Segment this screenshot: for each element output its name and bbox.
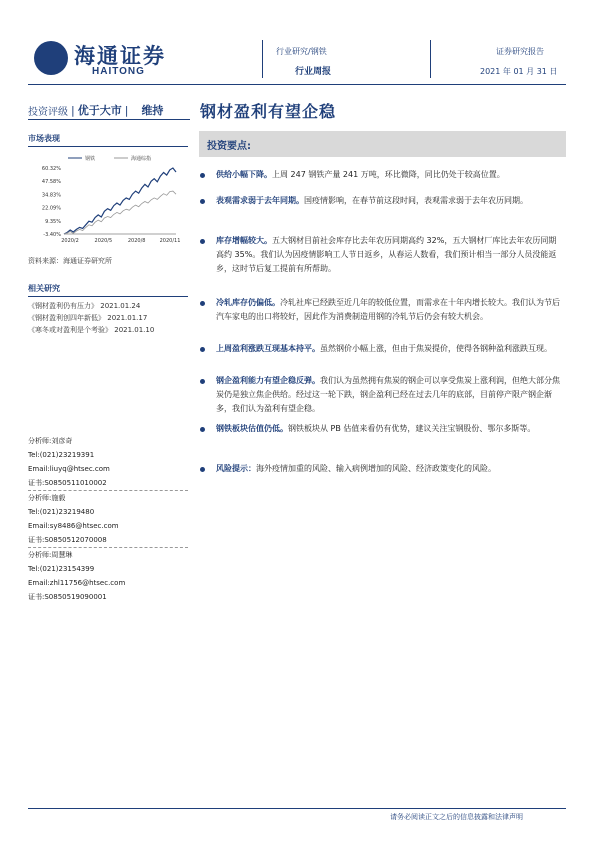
invest-header [199,131,566,157]
analyst-name: 分析师:周慧琳 [28,551,73,559]
y-tick-label: 60.32% [41,166,61,172]
logo-text-cn: 海通证券 [74,43,166,68]
y-tick-label: 9.35% [45,218,61,225]
rating-bar: 投资评级 | 优于大市 | 维持 [28,101,190,120]
analyst-email[interactable]: Email:sy8486@htsec.com [28,522,119,530]
y-tick-label: 22.09% [41,205,61,212]
related-title: 相关研究 [28,284,60,293]
analyst-tel: Tel:(021)23219480 [28,508,95,516]
footer-disclaimer[interactable]: 请务必阅读正文之后的信息披露和法律声明 [390,813,523,821]
analyst-tel: Tel:(021)23154399 [28,565,95,573]
analyst-name: 分析师:刘彦奇 [28,437,73,445]
market-title: 市场表现 [28,134,60,143]
y-tick-label: 34.83% [41,192,61,199]
y-tick-label: 47.58% [41,179,61,186]
invest-bullet: 上周盈利涨跌互现基本持平。虽然钢价小幅上涨，但由于焦炭提价，使得各钢种盈利涨跌互现。 [200,342,562,356]
rating-label: 投资评级 [28,106,68,118]
header-divider [262,40,263,78]
analyst-cert: 证书:S0850511010002 [28,479,107,487]
footer-rule [28,808,566,809]
bullet-icon [200,239,205,244]
legend-label: 海通综指 [131,156,152,162]
report-label: 证券研究报告 [496,47,544,56]
bullet-icon [200,173,205,178]
analyst-cert: 证书:S0850519090001 [28,593,107,601]
analyst-tel: Tel:(021)23219391 [28,451,95,459]
invest-bullet: 供给小幅下降。上周 247 钢铁产量 241 万吨，环比微降，同比仍处于较高位置。 [200,168,562,182]
x-tick-label: 2020/5 [94,238,113,244]
bullet-icon [200,199,205,204]
report-type: 行业周报 [295,67,332,77]
invest-title: 投资要点: [207,141,251,152]
analyst-email[interactable]: Email:liuyq@htsec.com [28,465,110,473]
market-chart [28,150,188,250]
invest-bullet: 库存增幅较大。五大钢材目前社会库存比去年农历同期高约 32%，五大钢材厂库比去年农历同期高约 35%。我们认为因疫情影响工人节日返乡，从春运人数看，我们预计相当一部分人员没能返乡，这时节后复工提前有所帮助。 [200,234,562,276]
series-line-0 [64,168,176,234]
legend-label: 钢铁 [85,156,96,162]
chart-source: 资料来源：海通证券研究所 [28,257,112,265]
report-date: 2021 年 01 月 31 日 [480,67,558,76]
header-divider [430,40,431,78]
analyst-name: 分析师:施毅 [28,494,66,502]
bullet-icon [200,301,205,306]
rating-status: 维持 [141,104,164,117]
bullet-icon [200,427,205,432]
analyst-block [28,434,188,604]
x-tick-label: 2020/11 [159,238,181,244]
header-rule [28,84,566,85]
bullet-icon [200,347,205,352]
analyst-cert: 证书:S0850512070008 [28,536,107,544]
section-rule [28,146,188,147]
y-tick-label: -3.40% [43,232,61,238]
invest-bullet: 表观需求弱于去年同期。国疫情影响，在春节前这段时间，表观需求弱于去年农历同期。 [200,194,562,208]
analyst-email[interactable]: Email:zhl11756@htsec.com [28,579,126,587]
logo-icon [34,41,68,75]
related-item[interactable]: 《寒冬或对盈利是个考验》 2021.01.10 [28,326,155,334]
x-tick-label: 2020/2 [61,238,79,244]
related-item[interactable]: 《钢材盈利仍有压力》 2021.01.24 [28,302,141,310]
logo-text-en: HAITONG [92,66,145,77]
invest-bullet: 钢铁板块估值仍低。钢铁板块从 PB 估值来看仍有优势，建议关注宝钢股份、鄂尔多斯等。 [200,422,562,436]
rating-value: 优于大市 [77,104,122,117]
page-title: 钢材盈利有望企稳 [200,102,337,121]
bullet-icon [200,379,205,384]
x-tick-label: 2020/8 [127,238,146,244]
report-category: 行业研究/钢铁 [276,47,327,56]
invest-bullet: 风险提示：海外疫情加重的风险、输入病例增加的风险、经济政策变化的风险。 [200,462,562,476]
bullet-icon [200,467,205,472]
section-rule [28,296,188,297]
invest-bullet: 冷轧库存仍偏低。冷轧社库已经跌至近几年的较低位置，而需求在十年内增长较大。我们认为节后汽车家电的出口将较好，因此作为消费制造用钢的冷轧节后仍会有较大机会。 [200,296,562,324]
related-list [28,300,154,336]
related-item[interactable]: 《钢材盈利创四年新低》 2021.01.17 [28,314,148,322]
invest-bullet: 钢企盈利能力有望企稳反弹。我们认为虽然拥有焦炭的钢企可以享受焦炭上涨利润，但绝大部分焦炭仍是独立焦企供给。经过这一轮下跌，钢企盈利已经在过去几年的底部，目前停产限产钢企渐多，我们认为盈利有望企稳。 [200,374,562,416]
